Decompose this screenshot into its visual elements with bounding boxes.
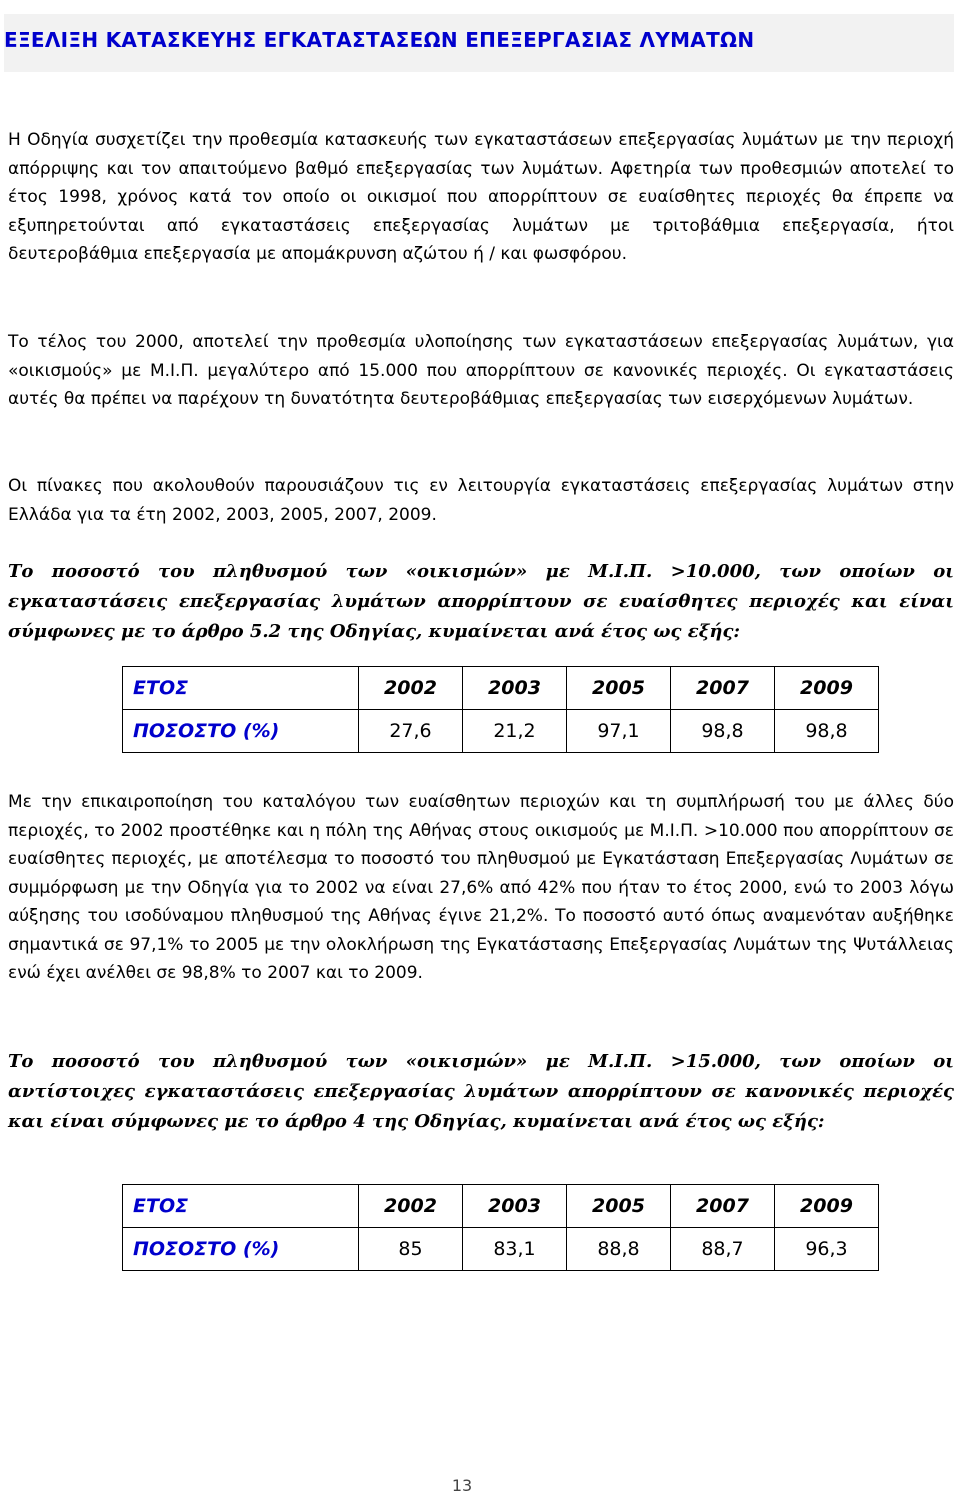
table-row xyxy=(123,710,879,753)
table-header-year: ΕΤΟΣ xyxy=(123,1185,359,1228)
page-number: 13 xyxy=(451,1476,473,1495)
table-header-percent: ΠΟΣΟΣΤΟ (%) xyxy=(123,710,359,753)
table-cell: 2002 xyxy=(359,1185,463,1228)
table-cell: 96,3 xyxy=(775,1228,879,1271)
paragraph-1: Η Οδηγία συσχετίζει την προθεσμία κατασκευής των εγκαταστάσεων επεξεργασίας λυμάτων με την περιοχή απόρριψης και τον απαιτούμενο βαθμό επεξεργασίας των λυμάτων. Αφετηρία των προθεσμιών αποτελεί το έτος 1998, χρόνος κατά τον οποίο οι οικισμοί που απορρίπτουν σε ευαίσθητες περιοχές θα έπρεπε να εξυπηρετούνται από εγκαταστάσεις επεξεργασίας λυμάτων με τριτοβάθμια επεξεργασία, ήτοι δευτεροβάθμια επεξεργασία με απομάκρυνση αζώτου ή / και φωσφόρου. xyxy=(8,130,954,264)
section-heading-2: Το ποσοστό του πληθυσμού των «οικισμών» με Μ.Ι.Π. >15.000, των οποίων οι αντίστοιχες εγκαταστάσεις επεξεργασίας λυμάτων απορρίπτουν σε κανονικές περιοχές και είναι σύμφωνες με το άρθρο 4 της Οδηγίας, κυμαίνεται ανά έτος ως εξής: xyxy=(8,1051,954,1132)
table-cell: 83,1 xyxy=(463,1228,567,1271)
paragraph-4: Με την επικαιροποίηση του καταλόγου των ευαίσθητων περιοχών και τη συμπλήρωσή του με άλλες δύο περιοχές, το 2002 προστέθηκε και η πόλη της Αθήνας στους οικισμούς με Μ.Ι.Π. >10.000 που απορρίπτουν σε ευαίσθητες περιοχές, με αποτέλεσμα το ποσοστό του πληθυσμού με Εγκατάσταση Επεξεργασίας Λυμάτων σε συμμόρφωση με την Οδηγία για το 2002 να είναι 27,6% από 42% που ήταν το έτος 2000, ενώ το 2003 λόγω αύξησης του ισοδύναμου πληθυσμού της Αθήνας έγινε 21,2%. Το ποσοστό αυτό όπως αναμενόταν αυξήθηκε σημαντικά σε 97,1% το 2005 με την ολοκλήρωση της Εγκατάστασης Επεξεργασίας Λυμάτων της Ψυτάλλειας ενώ έχει ανέλθει σε 98,8% το 2007 και το 2009. xyxy=(8,792,954,983)
page-title: ΕΞΕΛΙΞΗ ΚΑΤΑΣΚΕΥΗΣ ΕΓΚΑΤΑΣΤΑΣΕΩΝ ΕΠΕΞΕΡΓΑΣΙΑΣ ΛΥΜΑΤΩΝ xyxy=(4,28,755,52)
table-cell: 2003 xyxy=(463,1185,567,1228)
table-row xyxy=(123,1228,879,1271)
table-header-percent: ΠΟΣΟΣΤΟ (%) xyxy=(123,1228,359,1271)
table-cell: 85 xyxy=(359,1228,463,1271)
table-header-year: ΕΤΟΣ xyxy=(123,667,359,710)
compliance-table-sensitive xyxy=(122,666,879,753)
table-cell: 98,8 xyxy=(775,710,879,753)
table-cell: 98,8 xyxy=(671,710,775,753)
compliance-table-normal xyxy=(122,1184,879,1271)
table-cell: 2009 xyxy=(775,1185,879,1228)
table-cell: 97,1 xyxy=(567,710,671,753)
table-cell: 88,8 xyxy=(567,1228,671,1271)
table-cell: 21,2 xyxy=(463,710,567,753)
table-cell: 2009 xyxy=(775,667,879,710)
table-cell: 2007 xyxy=(671,1185,775,1228)
table-cell: 2002 xyxy=(359,667,463,710)
table-cell: 2003 xyxy=(463,667,567,710)
table-row xyxy=(123,667,879,710)
table-cell: 27,6 xyxy=(359,710,463,753)
table-cell: 2005 xyxy=(567,667,671,710)
table-cell: 88,7 xyxy=(671,1228,775,1271)
section-heading-1: Το ποσοστό του πληθυσμού των «οικισμών» με Μ.Ι.Π. >10.000, των οποίων οι εγκαταστάσεις επεξεργασίας λυμάτων απορρίπτουν σε ευαίσθητες περιοχές και είναι σύμφωνες με το άρθρο 5.2 της Οδηγίας, κυμαίνεται ανά έτος ως εξής: xyxy=(8,561,954,642)
table-cell: 2005 xyxy=(567,1185,671,1228)
table-row xyxy=(123,1185,879,1228)
table-cell: 2007 xyxy=(671,667,775,710)
paragraph-3: Οι πίνακες που ακολουθούν παρουσιάζουν τις εν λειτουργία εγκαταστάσεις επεξεργασίας λυμάτων στην Ελλάδα για τα έτη 2002, 2003, 2005, 2007, 2009. xyxy=(8,476,954,525)
paragraph-2: Το τέλος του 2000, αποτελεί την προθεσμία υλοποίησης των εγκαταστάσεων επεξεργασίας λυμάτων, για «οικισμούς» με Μ.Ι.Π. μεγαλύτερο από 15.000 που απορρίπτουν σε κανονικές περιοχές. Οι εγκαταστάσεις αυτές θα πρέπει να παρέχουν τη δυνατότητα δευτεροβάθμιας επεξεργασίας των εισερχόμενων λυμάτων. xyxy=(8,332,954,409)
